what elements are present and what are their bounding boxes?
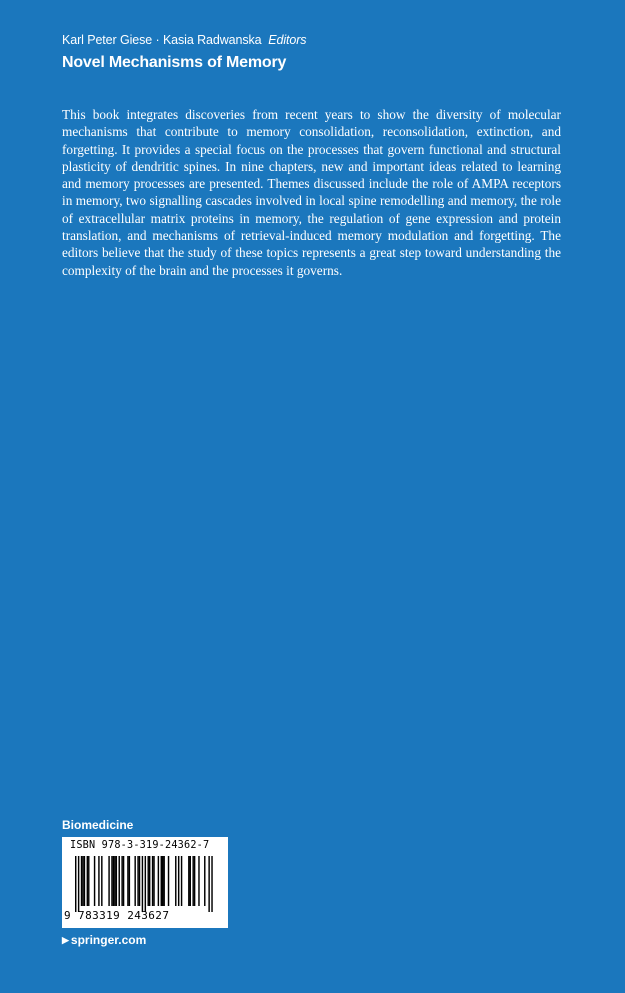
barcode-bar <box>101 856 102 906</box>
barcode-bar <box>163 856 164 906</box>
barcode-bar <box>208 856 209 912</box>
barcode-bar <box>175 856 176 906</box>
barcode-bar <box>121 856 122 906</box>
barcode-bar <box>188 856 189 906</box>
series-label: Biomedicine <box>62 818 134 832</box>
barcode-bar <box>148 856 149 906</box>
barcode-bar <box>161 856 162 906</box>
barcode-bar <box>142 856 143 912</box>
barcode-bar <box>113 856 114 906</box>
barcode-bar <box>194 856 195 906</box>
editor-name: Kasia Radwanska <box>162 33 262 47</box>
barcode-bar <box>137 856 138 906</box>
barcode-bar <box>145 856 146 912</box>
barcode-bar <box>116 856 117 906</box>
editor-name: Karl Peter Giese <box>62 33 153 47</box>
book-blurb: This book integrates discoveries from recent years to show the diversity of molecular mechanisms that contribute to memory consolidation, reconsolidation, extinction, and forgetting. It provides a special focus on the processes that govern functional and structural plasticity of dendritic spines. In nine chapters, new and important ideas related to learning and memory processes are presented. Themes discussed include the role of AMPA receptors in memory, two signalling cascades involved in local spine remodelling and memory, the role of extracellular matrix proteins in memory, the regulation of gene expression and protein translation, and mechanisms of retrieval-induced memory modulation and forgetting. The editors believe that the study of these topics represents a great step toward understanding the complexity of the brain and the processes it governs. <box>62 107 561 278</box>
website-link[interactable] <box>62 933 146 947</box>
barcode-bar <box>98 856 99 906</box>
editors-line <box>62 33 306 47</box>
barcode-bar <box>111 856 112 906</box>
isbn-number: ISBN 978-3-319-24362-7 <box>70 840 210 851</box>
barcode-bar <box>78 856 79 912</box>
barcode-bars <box>75 856 217 912</box>
barcode-bar <box>190 856 191 906</box>
barcode-bar <box>129 856 130 906</box>
editor-separator: · <box>155 33 160 47</box>
barcode-bar <box>192 856 193 906</box>
barcode-bar <box>94 856 95 906</box>
barcode-bar <box>75 856 76 912</box>
barcode-bar <box>84 856 85 906</box>
barcode-bar <box>119 856 120 906</box>
barcode-bar <box>108 856 109 906</box>
barcode-bar <box>87 856 88 906</box>
barcode-bar <box>198 856 199 906</box>
barcode-bar <box>114 856 115 906</box>
barcode-bar <box>158 856 159 906</box>
isbn-barcode <box>62 837 228 928</box>
barcode-bar <box>123 856 124 906</box>
arrow-right-icon: ▶ <box>62 935 69 945</box>
barcode-bar <box>162 856 163 906</box>
barcode-bar <box>149 856 150 906</box>
barcode-bar <box>204 856 205 906</box>
barcode-bar <box>211 856 212 912</box>
editors-role: Editors <box>268 33 307 47</box>
barcode-bar <box>139 856 140 906</box>
barcode-bar <box>81 856 82 906</box>
barcode-bar <box>153 856 154 906</box>
barcode-bar <box>127 856 128 906</box>
barcode-bar <box>134 856 135 906</box>
book-title: Novel Mechanisms of Memory <box>62 54 287 71</box>
barcode-bar <box>152 856 153 906</box>
barcode-bar <box>88 856 89 906</box>
barcode-bar <box>181 856 182 906</box>
barcode-bar <box>168 856 169 906</box>
barcode-bar <box>178 856 179 906</box>
barcode-bar <box>82 856 83 906</box>
ean-digits: 9 783319 243627 <box>64 909 170 922</box>
website-label: springer.com <box>70 933 147 947</box>
